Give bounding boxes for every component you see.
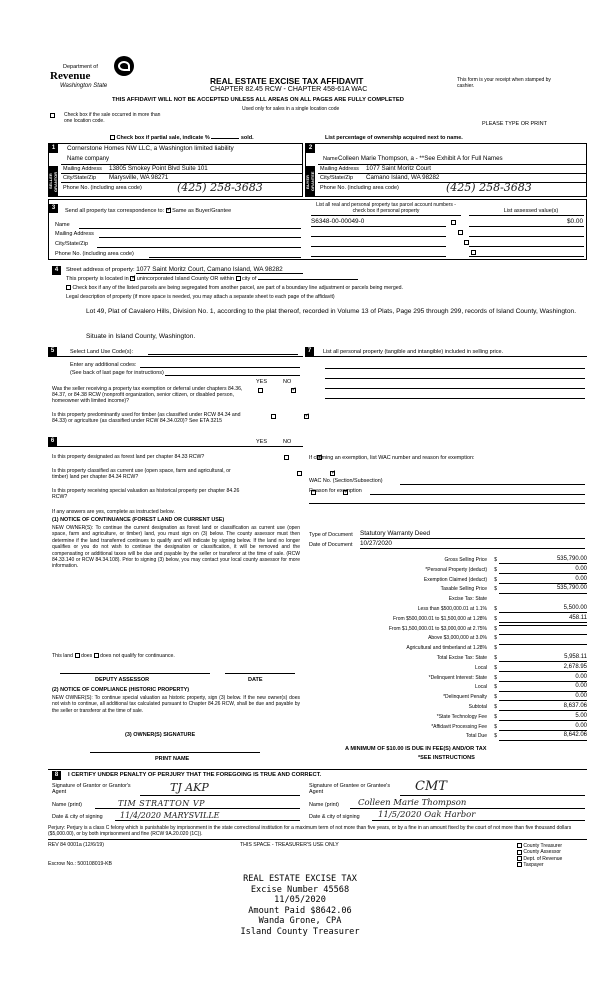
parcel-number: S6348-00-00049-0 [311,218,365,225]
location-row [66,276,358,283]
s6-q2-yes[interactable] [297,471,302,476]
buyer-phone: (425) 258-3683 [446,181,532,194]
s5-q1-no[interactable] [291,388,296,393]
section-3-box [48,199,587,260]
doc-type-label: Type of Document [309,532,353,538]
tax-row-label: From $500,000.01 to $1,500,000 at 1.28% [393,615,487,622]
tax-row-label: Above $3,000,000 at 3.0% [428,635,487,642]
dollar-sign: $ [494,615,497,622]
correspondence-label: Send all property tax correspondence to: [65,208,165,214]
tax-row [305,694,587,703]
dollar-sign: $ [494,684,497,691]
dollar-sign: $ [494,566,497,573]
tax-row-label: *Affidavit Processing Fee [431,723,487,730]
assessed-value: $0.00 [567,218,583,225]
located-label: This property is located in [66,276,129,282]
tax-row-label: *Personal Property (deduct) [425,566,487,573]
tax-row-label: *State Technology Fee [436,713,487,720]
tax-row-label: From $1,500,000.01 to $3,000,000 at 2.75% [388,625,487,632]
tax-row [305,606,587,615]
parcel-3-personal-checkbox[interactable] [464,240,469,245]
tax-row-label: Gross Selling Price [444,557,487,563]
notice1-title: (1) NOTICE OF CONTINUANCE (FOREST LAND OR CURRENT USE) [52,517,225,523]
section-2-number: 2 [306,144,315,153]
tax-row [305,704,587,713]
section-7-number: 7 [305,347,314,356]
grantor-date-label: Date & city of signing [52,814,103,820]
legal-description: Lot 49, Plat of Cavalero Hills, Division No. 1, according to the plat thereof, recorded in Volume 13 of Plats, Page 295 through 299, records of Island County, Washington. [86,308,577,315]
parcel-2-personal-checkbox[interactable] [458,230,463,235]
tax-row-label: Less than $500,000.01 at 1.1% [417,606,487,612]
copy-county-assessor: County Assessor [523,849,561,856]
buyer-name: Colleen Marie Thompson, a - **See Exhibit A for Full Names [338,155,503,162]
street-label: Street address of property: [66,267,135,273]
stamp-line2: Excise Number 45568 [250,884,350,895]
tax-row-label: Taxable Selling Price [440,586,487,593]
tax-row [305,714,587,723]
tax-row-value[interactable]: 458.11 [499,615,587,623]
s3-phone-label: Phone No. (including area code) [55,251,134,257]
s6-q1-yes[interactable] [284,455,289,460]
tax-row-value[interactable]: 0.00 [499,683,587,691]
buyer-address-label: Mailing Address [320,166,359,172]
does-not-label: does not qualify for continuance. [100,653,175,659]
tax-row-value[interactable] [499,644,587,645]
tax-row-value[interactable]: 8,637.06 [499,703,587,711]
section-6-header [48,437,303,447]
assessed-header: List assessed value(s) [503,208,559,214]
tax-row-value[interactable] [499,634,587,635]
section-5-number: 5 [48,347,57,356]
seller-address-label: Mailing Address [63,166,102,172]
tax-row-value[interactable]: 0.00 [499,674,587,682]
section-6-number: 6 [48,437,57,446]
tax-row-value[interactable]: 5.00 [499,713,587,721]
tax-row [305,733,587,742]
dollar-sign: $ [494,576,497,583]
section-3-number: 3 [49,204,58,213]
unincorporated-checkbox[interactable] [130,276,135,281]
section-5-header [48,347,303,357]
grantee-signature: CMT [415,779,447,794]
legal-label: Legal description of property (if more space is needed, you may attach a separate sheet to each page of the affidavit) [66,294,335,300]
section-8-header [48,769,587,779]
grantor-name-label: Name (print) [52,802,82,808]
s6-q2-no[interactable] [330,471,335,476]
notice2-title: (2) NOTICE OF COMPLIANCE (HISTORIC PROPERTY) [52,687,190,693]
exemption-label: If claiming an exemption, list WAC number and reason for exemption: [309,455,475,461]
tax-row [305,596,587,605]
section-7-header [305,347,587,357]
stamp-line4: Amount Paid $8642.06 [248,905,352,916]
deputy-date: DATE [248,677,263,683]
city-of-label: city of [242,276,257,282]
partial-sale-checkbox[interactable] [110,135,115,140]
receipt-note: This form is your receipt when stamped by cashier. [457,77,551,89]
s5-q2-yes[interactable] [271,414,276,419]
tax-row-label: Subtotal [468,704,487,710]
dollar-sign: $ [494,694,497,701]
stamp-line5: Wanda Grone, CPA [258,916,342,926]
tax-row-label: Agricultural and timberland at 1.28% [406,645,487,652]
dept-line3: Washington State [60,83,108,89]
grantee-date: 11/5/2020 Oak Harbor [378,810,476,820]
buyer-city: Camano Island, WA 98282 [366,174,440,181]
dept-line2: Revenue [50,70,91,82]
parcel-header: List all real and personal property tax parcel account numbers - check box if personal property [316,202,456,214]
tax-row [305,665,587,674]
tax-row [305,675,587,684]
partial-sale-row [110,135,254,142]
tax-row [305,645,587,654]
multi-location-label: Check box if the sale occurred in more than one location code. [64,112,161,124]
does-label: does [80,653,93,659]
seller-address: 13805 Smokey Point Blvd Suite 101 [109,165,208,172]
segregated-label: Check box if any of the listed parcels are being segregated from another parcel, are part of a boundary line adjustment or parcels being merged. [72,285,403,291]
street-address: 1077 Saint Moritz Court, Camano Island, WA 98282 [136,266,302,274]
print-note: PLEASE TYPE OR PRINT [482,121,548,127]
parcel-1-personal-checkbox[interactable] [451,220,456,225]
tax-row-value[interactable]: 535,790.00 [499,585,587,593]
s5-yes-header: YES [256,379,268,385]
dollar-sign: $ [494,674,497,681]
s3-name-label: Name [55,222,70,228]
tax-row [305,616,587,625]
s6-no-header: NO [283,439,292,445]
warning-text: THIS AFFIDAVIT WILL NOT BE ACCEPTED UNLESS ALL AREAS ON ALL PAGES ARE FULLY COMPLETED [112,97,404,103]
tax-row-label: Total Excise Tax: State [436,655,487,661]
seller-city-label: City/State/Zip [63,175,97,181]
certify-label: I CERTIFY UNDER PENALTY OF PERJURY THAT THE FOREGOING IS TRUE AND CORRECT. [68,772,322,778]
tax-row-label: Excise Tax: State [448,596,487,603]
tax-row [305,635,587,644]
multi-location-checkbox[interactable] [50,113,55,118]
see-back: (See back of last page for instructions) [70,370,164,376]
grantee-date-label: Date & city of signing [309,814,360,820]
tax-row [305,557,587,566]
owner-signature-label: (3) OWNER(S) SIGNATURE [125,732,196,738]
seller-phone: (425) 258-3683 [177,181,263,194]
s5-no-header: NO [283,379,292,385]
unincorporated-label: unincorporated Island County OR within [136,276,234,282]
copy-dept-revenue-checkbox[interactable] [517,856,522,861]
copy-county-treasurer-checkbox[interactable] [517,843,522,848]
grantor-signature: TJ AKP [170,781,209,794]
section-4-number: 4 [52,266,61,275]
section-1-number: 1 [49,144,58,153]
tax-row-label: Local [475,684,487,691]
doc-date: 10/27/2020 [360,540,585,549]
land-qualify-label: This land [52,653,74,659]
tax-row-label: Exemption Claimed (deduct) [423,576,487,583]
notice1-body: NEW OWNER(S): To continue the current designation as forest land or classification as current use (open space, farm and agriculture, or timber) land, you must sign on (3) below. The county assessor must then determine if the land transferred continues to qualify and will indicate by signing below. If the land no longer qualifies or you do not wish to continue the designation or classification, it will be removed and the compensating or additional taxes will be due and payable by the seller or transferor at the time of sale. (RCW 84.33.140 or RCW 84.34.108). Prior to signing (3) below, you may contact your local county assessor for more information. [52,525,300,570]
land-use-label: Select Land Use Code(s): [70,349,133,355]
tax-row-value[interactable]: 5,500.00 [499,605,587,613]
segregated-row [66,285,403,291]
dollar-sign: $ [494,625,497,632]
dollar-sign: $ [494,655,497,661]
partial-sale-label: Check box if partial sale, indicate % [116,135,210,141]
form-subtitle: CHAPTER 82.45 RCW - CHAPTER 458-61A WAC [210,86,368,93]
dor-logo [48,56,148,92]
grantee-name-label: Name (print) [309,802,339,808]
s5-q1: Was the seller receiving a property tax exemption or deferral under chapters 84.36, 84.37, or 84.38 RCW (nonprofit organization, senior citizen, or disabled person, homeowner with limited income)? [52,386,243,405]
seller-city: Marysville, WA 98271 [109,174,169,181]
buyer-side-label: BUYER GRANTEE [306,166,315,197]
tax-row-value[interactable]: 0.00 [499,576,587,584]
copy-dept-revenue: Dept. of Revenue [523,855,563,862]
s6-q1: Is this property designated as forest land per chapter 84.33 RCW? [52,454,205,460]
minimum-fee: A MINIMUM OF $10.00 IS DUE IN FEE(S) AND/OR TAX [345,746,487,752]
tax-row [305,567,587,576]
buyer-box [305,143,587,197]
seller-name-line: Cornerstone Homes NW LLC, a Washington limited liability [67,145,234,152]
personal-property-label: List all personal property (tangible and intangible) included in selling price. [323,349,504,355]
tax-row-value[interactable]: 2,678.95 [499,664,587,672]
copy-taxpayer: Taxpayer [523,862,544,869]
buyer-name-label: Name [323,156,338,162]
tax-row-value[interactable]: 535,790.00 [499,556,587,564]
dollar-sign: $ [494,635,497,642]
copy-taxpayer-checkbox[interactable] [517,862,522,867]
tax-row-label: *Delinquent Interest: State [428,674,487,681]
tax-row [305,626,587,635]
treasurer-stamp [0,874,600,937]
grantor-sig-label: Signature of Grantor or Grantor's Agent [52,783,131,796]
reason-label: Reason for exemption [309,488,362,494]
seller-side-label: SELLER GRANTOR [49,166,58,197]
notice2-body: NEW OWNER(S): To continue special valuation as historic property, sign (3) below. If the new owner(s) does not wish to continue, all additional tax calculated pursuant to Chapter 84.26 RCW, shall be due and payable by the seller or transferor at the time of sale. [52,695,300,714]
dollar-sign: $ [494,664,497,671]
print-name-label: PRINT NAME [155,756,190,762]
single-location: Used only for sales in a single location code [242,106,340,112]
segregated-checkbox[interactable] [66,285,71,290]
sold-label: sold. [240,135,254,141]
stamp-line1: REAL ESTATE EXCISE TAX [243,874,357,884]
s6-q3: Is this property receiving special valuation as historical property per chapter 84.26 RCW? [52,488,240,501]
s3-mailing-label: Mailing Address [55,231,94,237]
dollar-sign: $ [494,645,497,652]
s5-q2: Is this property predominantly used for timber (as classified under RCW 84.34 and 84.33) or agriculture (as classified under RCW 84.34.020)? See ETA 3215 [52,412,241,425]
dollar-sign: $ [494,586,497,593]
same-as-buyer-checkbox[interactable] [166,208,171,213]
street-row [66,266,303,274]
tax-row [305,586,587,595]
section-8-number: 8 [52,771,61,780]
tax-row-label: *Delinquent Penalty [443,694,487,701]
land-qualify-row [52,653,175,659]
s5-q1-yes[interactable] [258,388,263,393]
perjury-note: Perjury: Perjury is a class C felony which is punishable by imprisonment in the state correctional institution for a maximum term of not more than five years, or by a fine in an amount fixed by the court of not more than five thousand dollars ($5,000.00), or by both imprisonment and fine (RCW 9A.20.020 (1C)). [48,825,572,838]
city-of-checkbox[interactable] [236,276,241,281]
form-title: REAL ESTATE EXCISE TAX AFFIDAVIT [210,76,364,86]
s6-q2: Is this property classified as current use (open space, farm and agricultural, or timber) land per chapter 84.34 RCW? [52,468,231,481]
does-not-checkbox[interactable] [94,653,99,658]
tax-row-label: Total Due [465,733,487,740]
treasurer-use: THIS SPACE - TREASURER'S USE ONLY [240,842,339,848]
ownership-note: List percentage of ownership acquired next to name. [325,135,463,141]
tax-row [305,655,587,664]
stamp-line3: 11/05/2020 [274,895,326,905]
tax-row-label: Local [475,664,487,671]
logo-mark-icon [114,56,134,76]
parcel-4-personal-checkbox[interactable] [471,250,476,255]
copy-county-treasurer: County Treasurer [523,843,563,849]
tax-row-value[interactable]: 8,642.06 [499,732,587,740]
tax-row-value[interactable]: 0.00 [499,566,587,574]
s3-city-label: City/State/Zip [55,241,89,247]
doc-type: Statutory Warranty Deed [360,530,585,539]
tax-row [305,577,587,586]
rev-number: REV 84 0001a (12/6/19) [48,842,104,848]
doc-date-label: Date of Document [309,542,353,548]
if-yes: If any answers are yes, complete as instructed below. [52,509,175,515]
copy-distribution [517,843,562,869]
does-checkbox[interactable] [75,653,80,658]
dollar-sign: $ [494,733,497,740]
tax-row [305,724,587,733]
correspondence-row [65,208,231,215]
buyer-city-label: City/State/Zip [320,175,354,181]
dept-line1: Department of [63,64,98,70]
copy-county-assessor-checkbox[interactable] [517,850,522,855]
grantee-name: Colleen Marie Thompson [358,798,467,808]
grantee-sig-label: Signature of Grantee or Grantee's Agent [309,783,391,796]
wac-label: WAC No. (Section/Subsection) [309,478,383,484]
seller-phone-label: Phone No. (including area code) [63,185,142,191]
tax-row-value[interactable]: 0.00 [499,693,587,701]
seller-box [48,143,303,197]
tax-row-value[interactable] [499,625,587,626]
legal-situate: Situate in Island County, Washington. [86,333,196,340]
deputy-assessor: DEPUTY ASSESSOR [95,677,150,683]
dollar-sign: $ [494,704,497,710]
escrow-number: Escrow No.: 500108019-KB [48,861,113,867]
tax-row [305,684,587,693]
grantor-name: TIM STRATTON VP [118,799,205,808]
s5-q2-no[interactable] [304,414,309,419]
buyer-phone-label: Phone No. (including area code) [320,185,399,191]
same-as-buyer-label: Same as Buyer/Grantee [172,208,232,214]
grantor-date: 11/4/2020 MARYSVILLE [120,811,220,820]
dollar-sign: $ [494,723,497,730]
additional-codes: Enter any additional codes: [70,362,137,368]
buyer-address: 1077 Saint Moritz Court [366,165,431,172]
stamp-line6: Island County Treasurer [240,926,360,937]
seller-name-label: Name company [67,156,110,162]
dollar-sign: $ [494,557,497,563]
tax-row-value[interactable]: 0.00 [499,723,587,731]
tax-row-value[interactable]: 5,958.11 [499,654,587,662]
s6-yes-header: YES [256,439,268,445]
dollar-sign: $ [494,713,497,720]
see-instructions: *SEE INSTRUCTIONS [418,755,475,761]
dollar-sign: $ [494,606,497,612]
